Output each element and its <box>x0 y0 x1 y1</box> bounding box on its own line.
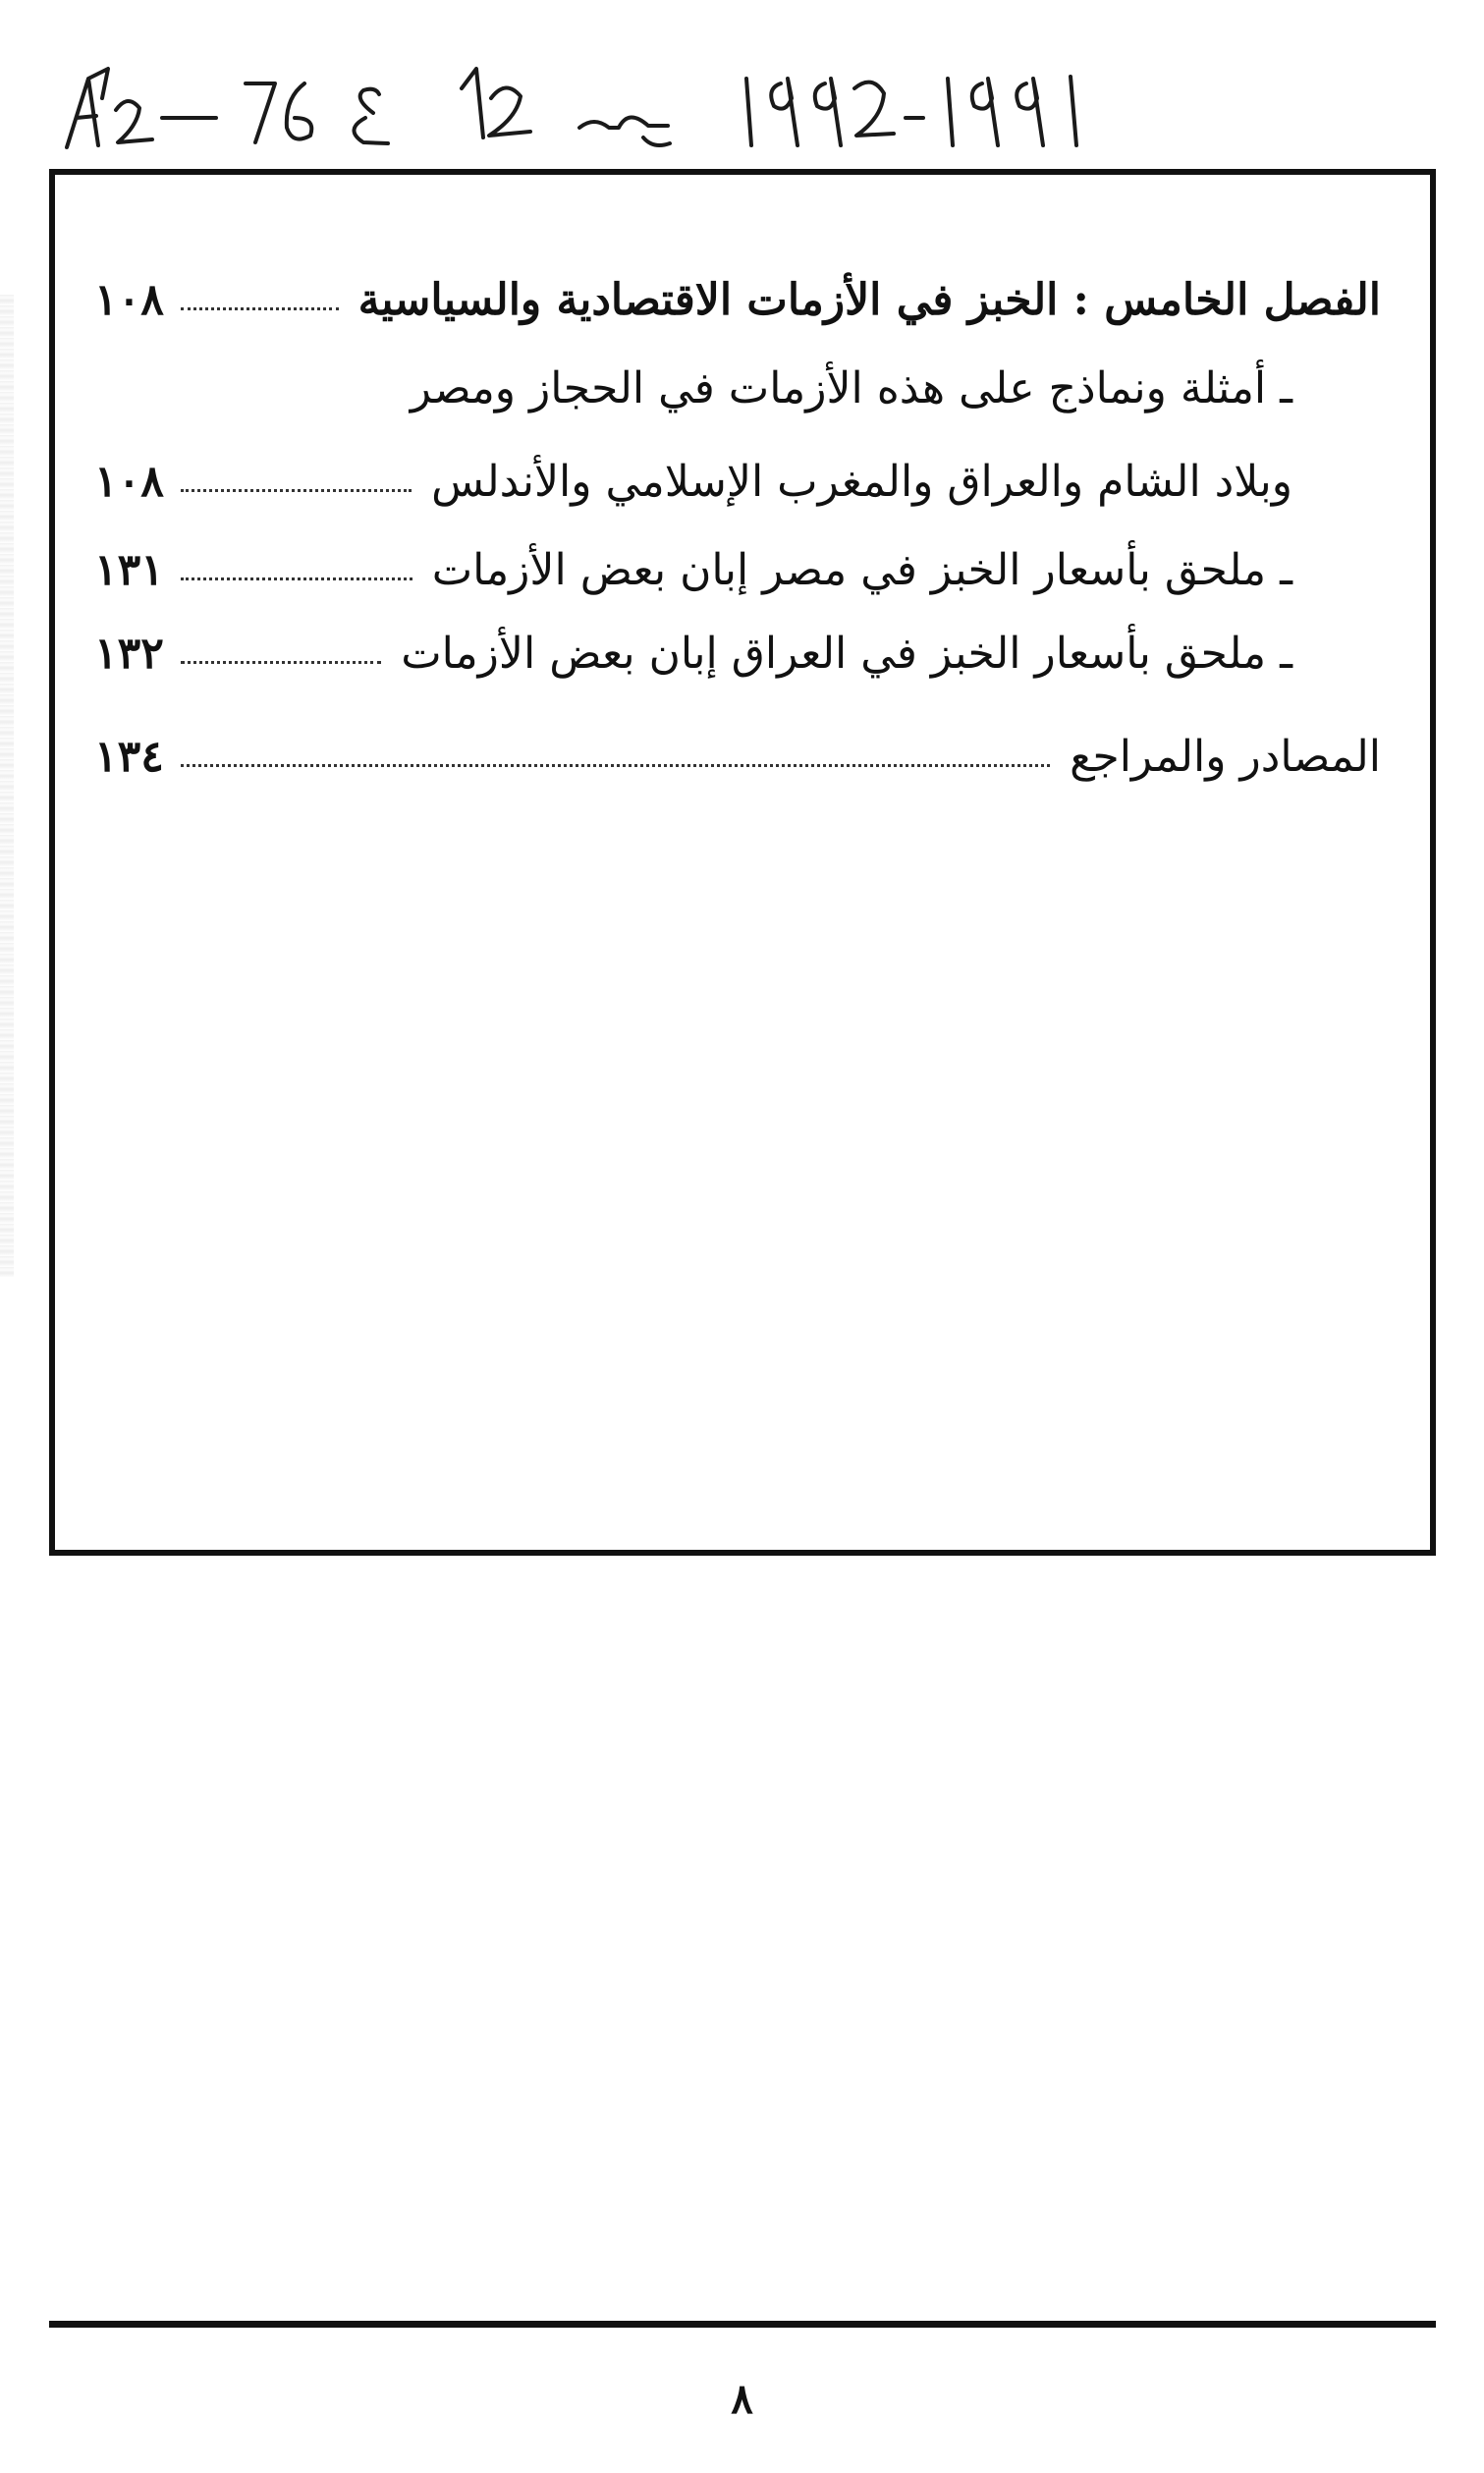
toc-leader-dots <box>181 577 412 580</box>
toc-entry-appendix-egypt <box>94 514 1381 595</box>
toc-entry-page: ١٠٨ <box>94 457 164 507</box>
toc-entry-title: ـ أمثلة ونماذج على هذه الأزمات في الحجاز ومصر <box>410 363 1292 413</box>
scan-edge <box>0 295 14 1277</box>
footer-rule <box>49 2321 1436 2328</box>
toc-leader-dots <box>181 764 1050 767</box>
toc-entry-examples <box>94 332 1381 411</box>
toc-entry-title: ـ ملحق بأسعار الخبز في العراق إبان بعض الأزمات <box>401 629 1292 679</box>
handwritten-annotation-text <box>0 0 1 1</box>
toc-entry-title: الفصل الخامس : الخبز في الأزمات الاقتصادية والسياسية <box>357 275 1381 325</box>
toc-entry-examples-continued <box>94 425 1381 507</box>
toc-entry-page: ١٣٤ <box>94 732 164 782</box>
toc-leader-dots <box>181 489 412 492</box>
toc-entry-page: ١٣٢ <box>94 629 164 679</box>
page-number: ٨ <box>731 2375 753 2423</box>
toc-entry-appendix-iraq <box>94 597 1381 679</box>
toc-frame <box>49 169 1436 1556</box>
handwritten-annotation-drawing <box>59 39 1100 167</box>
toc-entry-title: ـ ملحق بأسعار الخبز في مصر إبان بعض الأزمات <box>431 545 1292 595</box>
toc-entry-title: المصادر والمراجع <box>1070 732 1381 782</box>
toc-leader-dots <box>181 307 339 310</box>
toc-entry-chapter-5 <box>94 244 1381 325</box>
toc-leader-dots <box>181 661 381 664</box>
toc-entry-sources <box>94 700 1381 782</box>
toc-entry-page: ١٠٨ <box>94 275 164 325</box>
toc-entry-title: وبلاد الشام والعراق والمغرب الإسلامي والأندلس <box>431 457 1292 507</box>
toc-entry-page: ١٣١ <box>94 545 164 595</box>
handwritten-annotation <box>59 39 1100 167</box>
